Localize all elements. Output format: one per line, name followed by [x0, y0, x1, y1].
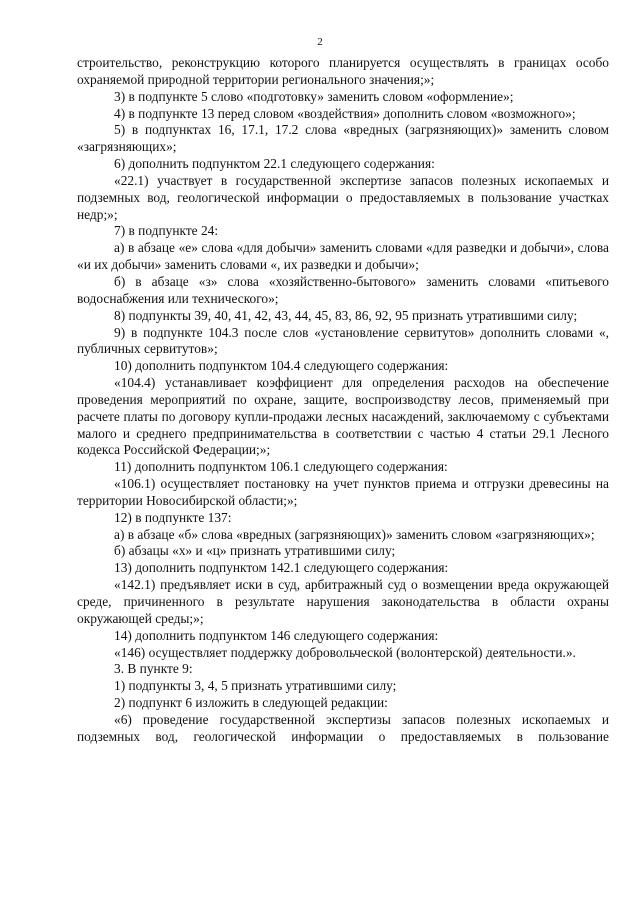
page-number: 2 — [317, 36, 323, 48]
paragraph-section-3-item-1: 1) подпункты 3, 4, 5 признать утратившими силу; — [114, 678, 397, 694]
paragraph-quote-22-1: «22.1) участвует в государственной экспертизе запасов полезных ископаемых и подземных вод, геологической информации о предоставляемых в пользование участках недр;»; — [77, 172, 609, 222]
paragraph-subitem-12a: а) в абзаце «б» слова «вредных (загрязняющих)» заменить словом «загрязняющих»; — [114, 526, 595, 542]
paragraph-item-13: 13) дополнить подпунктом 142.1 следующего содержания: — [114, 560, 449, 576]
paragraph-item-7: 7) в подпункте 24: — [114, 223, 219, 239]
paragraph-item-5: 5) в подпунктах 16, 17.1, 17.2 слова «вредных (загрязняющих)» заменить словом «загрязняющих»; — [77, 122, 609, 155]
paragraph-item-12: 12) в подпункте 137: — [114, 509, 232, 525]
document-body — [77, 55, 609, 746]
paragraph-continuation: строительство, реконструкцию которого планируется осуществлять в границах особо охраняемой природной территории регионального значения;»; — [77, 55, 609, 87]
paragraph-item-10: 10) дополнить подпунктом 104.4 следующего содержания: — [114, 358, 449, 374]
paragraph-quote-146: «146) осуществляет поддержку добровольческой (волонтерской) деятельности.». — [114, 644, 576, 660]
paragraph-item-9: 9) в подпункте 104.3 после слов «установление сервитутов» дополнить словами «, публичных сервитутов»; — [77, 324, 609, 357]
paragraph-quote-6: «6) проведение государственной экспертизы запасов полезных ископаемых и подземных вод, геологической информации о предоставляемых в пользование — [77, 711, 609, 744]
paragraph-quote-104-4: «104.4) устанавливает коэффициент для определения расходов на обеспечение проведения мероприятий по охране, защите, воспроизводству лесов, применяемый при расчете платы по договору купли-продажи лесных насаждений, заключаемому с субъектами малого и среднего предпринимательства в соответствии с частью 4 статьи 29.1 Лесного кодекса Российской Федерации;»; — [77, 375, 609, 458]
paragraph-section-3: 3. В пункте 9: — [114, 661, 193, 677]
paragraph-subitem-7a: а) в абзаце «е» слова «для добычи» заменить словами «для разведки и добычи», слова «и их добычи» заменить словами «, их разведки и добычи»; — [77, 240, 609, 273]
paragraph-section-3-item-2: 2) подпункт 6 изложить в следующей редакции: — [114, 695, 388, 711]
paragraph-item-6: 6) дополнить подпунктом 22.1 следующего содержания: — [114, 156, 435, 172]
paragraph-quote-106-1: «106.1) осуществляет постановку на учет пунктов приема и отгрузки древесины на территории Новосибирской области;»; — [77, 476, 609, 508]
paragraph-item-14: 14) дополнить подпунктом 146 следующего содержания: — [114, 627, 439, 643]
paragraph-item-4: 4) в подпункте 13 перед словом «воздействия» дополнить словом «возможного»; — [114, 105, 576, 121]
paragraph-item-11: 11) дополнить подпунктом 106.1 следующего содержания: — [114, 459, 448, 475]
paragraph-quote-142-1: «142.1) предъявляет иски в суд, арбитражный суд о возмещении вреда окружающей среде, причиненного в результате нарушения законодательства в области охраны окружающей среды;»; — [77, 577, 609, 626]
paragraph-subitem-12b: б) абзацы «х» и «ц» признать утратившими силу; — [114, 543, 396, 559]
paragraph-subitem-7b: б) в абзаце «з» слова «хозяйственно-бытового» заменить словами «питьевого водоснабжения или технического»; — [77, 273, 609, 306]
paragraph-item-8: 8) подпункты 39, 40, 41, 42, 43, 44, 45, 83, 86, 92, 95 признать утратившими силу; — [114, 307, 578, 323]
paragraph-item-3: 3) в подпункте 5 слово «подготовку» заменить словом «оформление»; — [114, 88, 514, 104]
